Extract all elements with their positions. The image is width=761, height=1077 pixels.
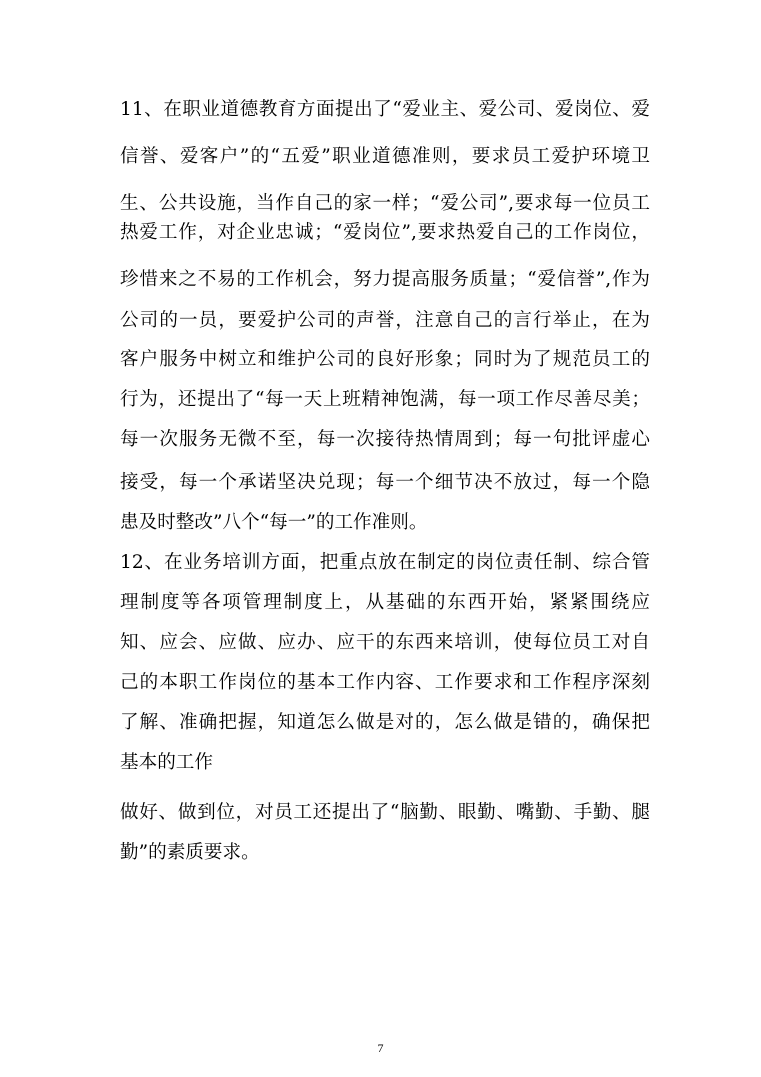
text-line-17: 基本的工作 (120, 752, 213, 773)
text-line-15: 己的本职工作岗位的基本工作内容、工作要求和工作程序深刻 (120, 672, 650, 693)
text-line-16: 了解、准确把握，知道怎么做是对的，怎么做是错的，确保把 (120, 712, 650, 733)
text-line-7: 客户服务中树立和维护公司的良好形象；同时为了规范员工的 (120, 349, 650, 370)
text-line-8: 行为，还提出了“每一天上班精神饱满，每一项工作尽善尽美； (120, 389, 650, 410)
text-line-3: 生、公共设施，当作自己的家一样；“爱公司”,要求每一位员工 (120, 193, 650, 214)
text-line-1: 11、在职业道德教育方面提出了“爱业主、爱公司、爱岗位、爱 (120, 99, 650, 120)
text-line-6: 公司的一员，要爱护公司的声誉，注意自己的言行举止，在为 (120, 310, 650, 331)
text-line-9: 每一次服务无微不至，每一次接待热情周到；每一句批评虚心 (120, 429, 650, 450)
page-number: 7 (377, 1041, 384, 1055)
text-line-11: 患及时整改”八个“每一”的工作准则。 (120, 512, 428, 533)
text-line-13: 理制度等各项管理制度上，从基础的东西开始，紧紧围绕应 (120, 592, 650, 613)
text-line-14: 知、应会、应做、应办、应干的东西来培训，使每位员工对自 (120, 632, 650, 653)
text-line-12: 12、在业务培训方面，把重点放在制定的岗位责任制、综合管 (120, 552, 650, 573)
text-line-19: 勤”的素质要求。 (120, 842, 260, 863)
text-line-18: 做好、做到位，对员工还提出了“脑勤、眼勤、嘴勤、手勤、腿 (120, 802, 650, 823)
text-line-5: 珍惜来之不易的工作机会，努力提高服务质量；“爱信誉”,作为 (120, 269, 650, 290)
text-line-10: 接受，每一个承诺坚决兑现；每一个细节决不放过，每一个隐 (120, 472, 650, 493)
text-line-2: 信誉、爱客户”的“五爱”职业道德准则，要求员工爱护环境卫 (120, 146, 650, 167)
text-line-4: 热爱工作，对企业忠诚；“爱岗位”,要求热爱自己的工作岗位， (120, 222, 650, 243)
